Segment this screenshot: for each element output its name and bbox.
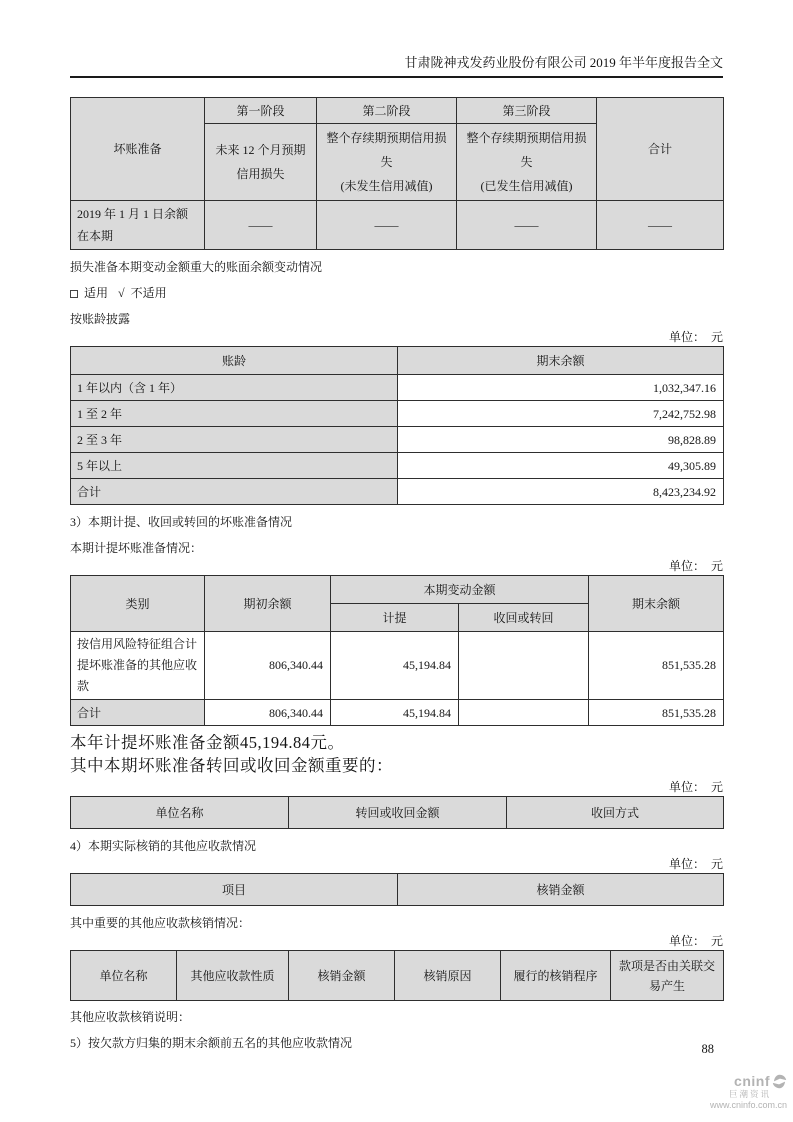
- note-aging-line: 按账龄披露: [70, 312, 131, 326]
- recovery-table: [70, 796, 724, 829]
- stage2-subheader-line1: 整个存续期预期信用损失: [326, 131, 447, 169]
- category-col-header: 类别: [71, 576, 205, 632]
- aging-row-value: 98,828.89: [398, 427, 724, 453]
- related-party-col-header: 款项是否由关联交易产生: [611, 951, 724, 1001]
- unit-label: 单位： 元: [668, 780, 723, 794]
- writeoff-procedure-col-header: 履行的核销程序: [501, 951, 611, 1001]
- dash-cell: ——: [457, 201, 597, 250]
- cninfo-logo: [710, 1074, 787, 1110]
- opening-col-header: 期初余额: [205, 576, 331, 632]
- provision-row-opening: 806,340.44: [205, 632, 331, 700]
- cninfo-logo-chinese: 巨潮资讯: [728, 1089, 771, 1099]
- aging-row-label: 5 年以上: [71, 453, 398, 479]
- provision-row-category: 按信用风险特征组合计提坏账准备的其他应收款: [71, 632, 205, 700]
- aging-row-value: 1,032,347.16: [398, 375, 724, 401]
- cninfo-logo-url: www.cninfo.com.cn: [709, 1099, 787, 1110]
- writeoff-reason-col-header: 核销原因: [395, 951, 501, 1001]
- aging-col-header: 账龄: [71, 347, 398, 375]
- reversal-statement: 其中本期坏账准备转回或收回金额重要的：: [70, 756, 393, 775]
- recovery-method-col-header: 收回方式: [507, 797, 724, 829]
- writeoff-amount-col-header: 核销金额: [398, 874, 724, 906]
- unit-label: 单位： 元: [668, 934, 723, 948]
- corner-cell: 坏账准备: [71, 98, 205, 201]
- section4-heading: 4）本期实际核销的其他应收款情况: [70, 839, 257, 853]
- provision-statement: 本年计提坏账准备金额45,194.84元。: [70, 733, 345, 752]
- unit-label: 单位： 元: [668, 559, 723, 573]
- applicable-line: [70, 285, 723, 301]
- aging-row-value: 7,242,752.98: [398, 401, 724, 427]
- recover-col-header: 收回或转回: [459, 604, 589, 632]
- stage3-subheader-line2: (已发生信用减值): [480, 179, 573, 193]
- change-group-header: 本期变动金额: [331, 576, 589, 604]
- provision-change-table: [70, 575, 724, 726]
- section5-heading: 5）按欠款方归集的期末余额前五名的其他应收款情况: [70, 1036, 353, 1050]
- provision-total-accrual: 45,194.84: [331, 700, 459, 726]
- writeoff-note: 其他应收款核销说明：: [70, 1010, 191, 1024]
- stage2-header: 第二阶段: [317, 98, 457, 124]
- provision-row-recover: [459, 632, 589, 700]
- applicable-label: 适用: [84, 286, 109, 300]
- checkbox-unchecked-icon: [70, 290, 78, 298]
- stage1-header: 第一阶段: [205, 98, 317, 124]
- item-col-header: 项目: [71, 874, 398, 906]
- provision-row-accrual: 45,194.84: [331, 632, 459, 700]
- stage3-subheader: [457, 124, 597, 201]
- provision-total-category: 合计: [71, 700, 205, 726]
- page-header-title: 甘肃陇神戎发药业股份有限公司 2019 年半年度报告全文: [70, 0, 723, 78]
- provision-total-closing: 851,535.28: [589, 700, 724, 726]
- aging-total-value: 8,423,234.92: [398, 479, 724, 505]
- writeoff-amount-col-header: 核销金额: [289, 951, 395, 1001]
- aging-row-value: 49,305.89: [398, 453, 724, 479]
- unit-label: 单位： 元: [668, 330, 723, 344]
- unit-label: 单位： 元: [668, 857, 723, 871]
- provision-row-closing: 851,535.28: [589, 632, 724, 700]
- stage3-header: 第三阶段: [457, 98, 597, 124]
- reversal-amount-col-header: 转回或收回金额: [289, 797, 507, 829]
- provision-total-opening: 806,340.44: [205, 700, 331, 726]
- note-change-line: 损失准备本期变动金额重大的账面余额变动情况: [70, 260, 323, 274]
- dash-cell: ——: [597, 201, 724, 250]
- section3-heading: 3）本期计提、收回或转回的坏账准备情况: [70, 515, 293, 529]
- aging-row-label: 1 年以内（含 1 年）: [71, 375, 398, 401]
- stage2-subheader-line2: (未发生信用减值): [340, 179, 433, 193]
- balance-row-label: 2019 年 1 月 1 日余额在本期: [71, 201, 205, 250]
- company-name-col-header: 单位名称: [71, 951, 177, 1001]
- aging-row-label: 2 至 3 年: [71, 427, 398, 453]
- total-header: 合计: [597, 98, 724, 201]
- company-name-col-header: 单位名称: [71, 797, 289, 829]
- dash-cell: ——: [317, 201, 457, 250]
- stage3-subheader-line1: 整个存续期预期信用损失: [466, 131, 587, 169]
- cninfo-logo-text: cninf: [734, 1073, 770, 1090]
- impairment-stage-table: [70, 97, 724, 250]
- stage1-subheader: 未来 12 个月预期信用损失: [205, 124, 317, 201]
- page-number: 88: [701, 1042, 714, 1056]
- aging-table: [70, 346, 724, 505]
- check-mark-icon: √: [118, 286, 125, 300]
- not-applicable-label: 不适用: [130, 286, 167, 300]
- receivable-nature-col-header: 其他应收款性质: [177, 951, 289, 1001]
- dash-cell: ——: [205, 201, 317, 250]
- aging-row-label: 1 至 2 年: [71, 401, 398, 427]
- aging-total-label: 合计: [71, 479, 398, 505]
- important-writeoff-table: [70, 950, 724, 1001]
- cninfo-swirl-icon: [772, 1074, 787, 1089]
- important-writeoff-note: 其中重要的其他应收款核销情况：: [70, 916, 251, 930]
- accrual-col-header: 计提: [331, 604, 459, 632]
- section3-subheading: 本期计提坏账准备情况：: [70, 541, 203, 555]
- writeoff-table: [70, 873, 724, 906]
- provision-total-recover: [459, 700, 589, 726]
- stage2-subheader: [317, 124, 457, 201]
- closing-balance-col-header: 期末余额: [398, 347, 724, 375]
- closing-col-header: 期末余额: [589, 576, 724, 632]
